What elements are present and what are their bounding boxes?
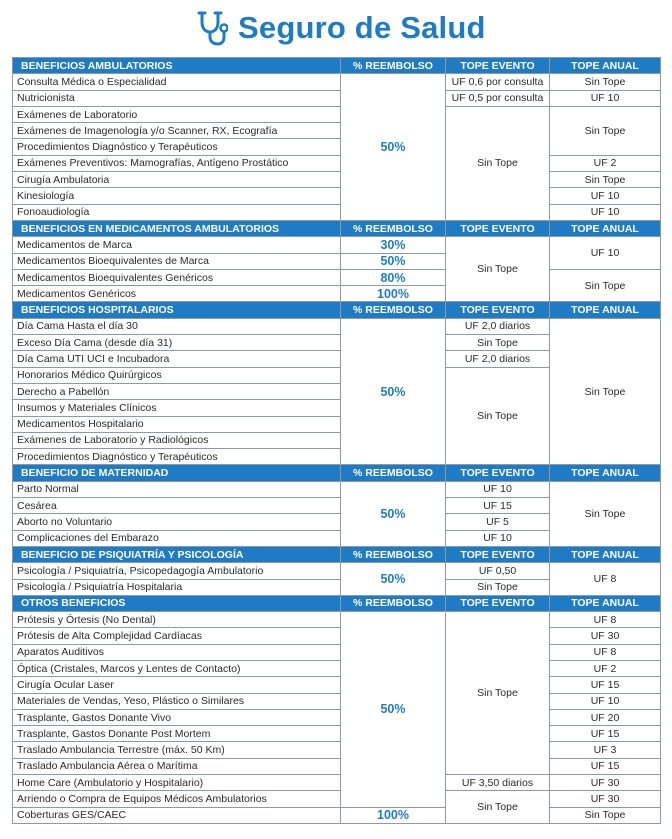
tope-evento-value: UF 5 (446, 514, 550, 530)
benefit-name: Procedimientos Diagnóstico y Terapéuticos (13, 449, 341, 465)
table-row (13, 612, 661, 628)
reembolso-value: 50% (341, 481, 446, 546)
tope-anual-value: UF 30 (550, 775, 661, 791)
reembolso-value: 100% (341, 286, 446, 302)
table-row (13, 807, 661, 823)
tope-anual-value: UF 10 (550, 237, 661, 270)
benefit-name: Parto Normal (13, 481, 341, 497)
header-tope-evento: TOPE EVENTO (446, 546, 550, 562)
table-row (13, 726, 661, 742)
tope-anual-value: UF 8 (550, 563, 661, 596)
benefit-name: Día Cama Hasta el día 30 (13, 318, 341, 334)
table-row (13, 563, 661, 579)
table-row (13, 172, 661, 188)
table-row (13, 693, 661, 709)
reembolso-value: 50% (341, 563, 446, 596)
benefit-name: Fonoaudiología (13, 204, 341, 220)
benefit-name: Medicamentos Bioequivalentes Genéricos (13, 269, 341, 285)
tope-evento-value: UF 0,6 por consulta (446, 74, 550, 90)
benefit-name: Insumos y Materiales Clínicos (13, 400, 341, 416)
benefit-name: Kinesiología (13, 188, 341, 204)
tope-evento-value: UF 3,50 diarios (446, 775, 550, 791)
section-header-maternidad (13, 465, 661, 481)
tope-anual-value: UF 10 (550, 90, 661, 106)
benefit-name: Exámenes de Imagenología y/o Scanner, RX, Ecografía (13, 123, 341, 139)
header-reembolso: % REEMBOLSO (341, 58, 446, 74)
tope-anual-value: Sin Tope (550, 318, 661, 465)
tope-anual-value: UF 8 (550, 644, 661, 660)
benefit-name: Honorarios Médico Quirúrgicos (13, 367, 341, 383)
benefit-name: Derecho a Pabellón (13, 383, 341, 399)
header-tope-anual: TOPE ANUAL (550, 595, 661, 611)
table-row (13, 269, 661, 285)
section-title: OTROS BENEFICIOS (13, 595, 341, 611)
benefit-name: Exámenes Preventivos: Mamografías, Antígeno Prostático (13, 155, 341, 171)
tope-evento-value: Sin Tope (446, 579, 550, 595)
header-reembolso: % REEMBOLSO (341, 546, 446, 562)
benefit-name: Coberturas GES/CAEC (13, 807, 341, 823)
section-title: BENEFICIOS EN MEDICAMENTOS AMBULATORIOS (13, 220, 341, 236)
section-title: BENEFICIOS AMBULATORIOS (13, 58, 341, 74)
tope-anual-value: UF 15 (550, 677, 661, 693)
benefit-name: Materiales de Vendas, Yeso, Plástico o Similares (13, 693, 341, 709)
section-header-ambulatorios (13, 58, 661, 74)
benefit-name: Medicamentos Bioequivalentes de Marca (13, 253, 341, 269)
tope-evento-value: Sin Tope (446, 791, 550, 824)
tope-anual-value: UF 3 (550, 742, 661, 758)
benefit-name: Procedimientos Diagnóstico y Terapéuticos (13, 139, 341, 155)
table-row (13, 188, 661, 204)
header-tope-evento: TOPE EVENTO (446, 465, 550, 481)
header-tope-evento: TOPE EVENTO (446, 302, 550, 318)
benefit-name: Cesárea (13, 498, 341, 514)
table-row (13, 660, 661, 676)
benefit-name: Arriendo o Compra de Equipos Médicos Ambulatorios (13, 791, 341, 807)
header-tope-anual: TOPE ANUAL (550, 546, 661, 562)
title-group (196, 8, 486, 48)
table-row (13, 758, 661, 774)
table-row (13, 742, 661, 758)
benefit-name: Complicaciones del Embarazo (13, 530, 341, 546)
tope-evento-value: UF 15 (446, 498, 550, 514)
tope-evento-value: Sin Tope (446, 335, 550, 351)
table-row (13, 204, 661, 220)
tope-evento-value: UF 0,5 por consulta (446, 90, 550, 106)
benefit-name: Exámenes de Laboratorio y Radiológicos (13, 432, 341, 448)
tope-anual-value: UF 10 (550, 693, 661, 709)
table-row (13, 628, 661, 644)
header-reembolso: % REEMBOLSO (341, 302, 446, 318)
table-row (13, 709, 661, 725)
tope-anual-value: Sin Tope (550, 481, 661, 546)
tope-evento-value: UF 10 (446, 530, 550, 546)
section-title: BENEFICIOS HOSPITALARIOS (13, 302, 341, 318)
tope-anual-value: UF 20 (550, 709, 661, 725)
benefit-name: Traslado Ambulancia Aérea o Marítima (13, 758, 341, 774)
benefit-name: Trasplante, Gastos Donante Vivo (13, 709, 341, 725)
tope-anual-value: UF 10 (550, 204, 661, 220)
header-reembolso: % REEMBOLSO (341, 595, 446, 611)
benefit-name: Psicología / Psiquiatría, Psicopedagogía Ambulatorio (13, 563, 341, 579)
tope-anual-value: UF 8 (550, 612, 661, 628)
benefit-name: Home Care (Ambulatorio y Hospitalario) (13, 775, 341, 791)
tope-anual-value: UF 10 (550, 188, 661, 204)
benefit-name: Exámenes de Laboratorio (13, 106, 341, 122)
section-header-hospitalarios (13, 302, 661, 318)
table-row (13, 106, 661, 122)
table-row (13, 318, 661, 334)
benefit-name: Día Cama UTI UCI e Incubadora (13, 351, 341, 367)
header-tope-evento: TOPE EVENTO (446, 595, 550, 611)
page-header (0, 0, 672, 56)
header-reembolso: % REEMBOLSO (341, 465, 446, 481)
page-title: Seguro de Salud (238, 10, 486, 45)
header-tope-evento: TOPE EVENTO (446, 220, 550, 236)
tope-anual-value: UF 2 (550, 155, 661, 171)
benefit-name: Óptica (Cristales, Marcos y Lentes de Contacto) (13, 660, 341, 676)
reembolso-value: 50% (341, 253, 446, 269)
table-row (13, 481, 661, 497)
section-header-medicamentos (13, 220, 661, 236)
table-row (13, 644, 661, 660)
reembolso-value: 50% (341, 74, 446, 221)
table-row (13, 237, 661, 253)
reembolso-value: 100% (341, 807, 446, 823)
benefit-name: Consulta Médica o Especialidad (13, 74, 341, 90)
header-reembolso: % REEMBOLSO (341, 220, 446, 236)
header-tope-anual: TOPE ANUAL (550, 465, 661, 481)
section-title: BENEFICIO DE MATERNIDAD (13, 465, 341, 481)
tope-anual-value: UF 15 (550, 758, 661, 774)
tope-anual-value: UF 30 (550, 791, 661, 807)
table-row (13, 775, 661, 791)
tope-anual-value: UF 2 (550, 660, 661, 676)
benefit-name: Medicamentos Hospitalario (13, 416, 341, 432)
section-title: BENEFICIO DE PSIQUIATRÍA Y PSICOLOGÍA (13, 546, 341, 562)
tope-anual-value: Sin Tope (550, 106, 661, 155)
benefit-name: Cirugía Ocular Laser (13, 677, 341, 693)
section-header-otros (13, 595, 661, 611)
benefit-name: Cirugía Ambulatoria (13, 172, 341, 188)
table-row (13, 155, 661, 171)
header-tope-evento: TOPE EVENTO (446, 58, 550, 74)
table-row (13, 677, 661, 693)
benefit-name: Traslado Ambulancia Terrestre (máx. 50 Km) (13, 742, 341, 758)
benefit-name: Aparatos Auditivos (13, 644, 341, 660)
tope-evento-value: Sin Tope (446, 106, 550, 220)
reembolso-value: 50% (341, 318, 446, 465)
tope-evento-value: Sin Tope (446, 367, 550, 465)
benefit-name: Trasplante, Gastos Donante Post Mortem (13, 726, 341, 742)
tope-anual-value: Sin Tope (550, 269, 661, 302)
tope-evento-value: UF 2,0 diarios (446, 318, 550, 334)
tope-evento-value: UF 2,0 diarios (446, 351, 550, 367)
benefit-name: Medicamentos de Marca (13, 237, 341, 253)
tope-anual-value: UF 15 (550, 726, 661, 742)
tope-evento-value: UF 0,50 (446, 563, 550, 579)
reembolso-value: 80% (341, 269, 446, 285)
tope-evento-value: UF 10 (446, 481, 550, 497)
table-row (13, 74, 661, 90)
stethoscope-icon (196, 10, 228, 46)
tope-evento-value: Sin Tope (446, 237, 550, 302)
tope-anual-value: Sin Tope (550, 807, 661, 823)
reembolso-value: 30% (341, 237, 446, 253)
benefit-name: Exceso Día Cama (desde día 31) (13, 335, 341, 351)
benefit-name: Prótesis y Órtesis (No Dental) (13, 612, 341, 628)
tope-anual-value: UF 30 (550, 628, 661, 644)
benefit-name: Nutricionista (13, 90, 341, 106)
benefit-name: Prótesis de Alta Complejidad Cardíacas (13, 628, 341, 644)
tope-anual-value: Sin Tope (550, 74, 661, 90)
header-tope-anual: TOPE ANUAL (550, 220, 661, 236)
benefit-name: Aborto no Voluntario (13, 514, 341, 530)
reembolso-value: 50% (341, 612, 446, 808)
benefits-table (12, 57, 661, 824)
section-header-psiquiatria (13, 546, 661, 562)
benefit-name: Psicología / Psiquiatría Hospitalaria (13, 579, 341, 595)
tope-evento-value: Sin Tope (446, 612, 550, 775)
benefit-name: Medicamentos Genéricos (13, 286, 341, 302)
table-row (13, 90, 661, 106)
header-tope-anual: TOPE ANUAL (550, 58, 661, 74)
table-row (13, 791, 661, 807)
tope-anual-value: Sin Tope (550, 172, 661, 188)
header-tope-anual: TOPE ANUAL (550, 302, 661, 318)
